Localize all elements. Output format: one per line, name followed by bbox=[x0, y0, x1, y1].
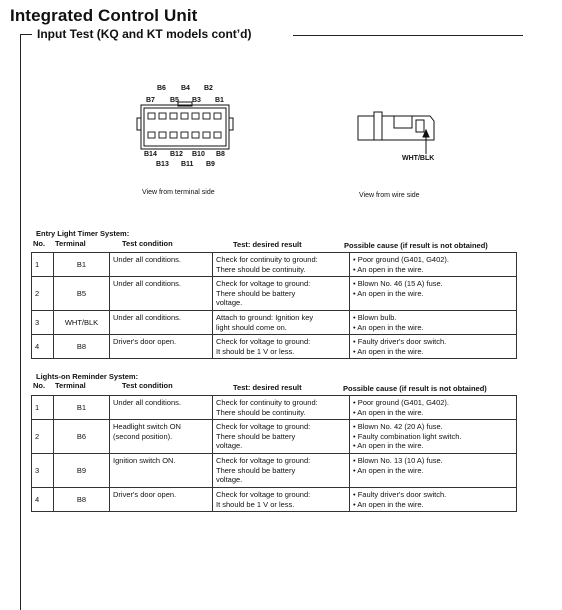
row-terminal: B1 bbox=[54, 253, 110, 277]
result-line: Check for voltage to ground: bbox=[216, 279, 311, 288]
result-line: light should come on. bbox=[216, 322, 287, 332]
result-line: There should be battery bbox=[216, 465, 296, 475]
row-cause bbox=[350, 488, 517, 512]
column-header-terminal: Terminal bbox=[55, 239, 86, 248]
row-cause bbox=[350, 277, 517, 311]
cause-line: • An open in the wire. bbox=[353, 465, 424, 475]
result-line: It should be 1 V or less. bbox=[216, 499, 295, 509]
result-line: Check for continuity to ground: bbox=[216, 255, 318, 264]
row-terminal: B9 bbox=[54, 454, 110, 488]
column-header-condition: Test condition bbox=[122, 381, 173, 390]
wire-label: WHT/BLK bbox=[402, 155, 435, 162]
row-result bbox=[213, 335, 350, 359]
terminal-label-bottom: B14 bbox=[144, 151, 157, 158]
row-terminal: B5 bbox=[54, 277, 110, 311]
result-line: voltage. bbox=[216, 298, 243, 307]
cause-line: • An open in the wire. bbox=[353, 264, 424, 274]
row-cause bbox=[350, 311, 517, 335]
row-terminal: B6 bbox=[54, 420, 110, 454]
terminal-label-top: B1 bbox=[215, 97, 224, 104]
row-condition bbox=[110, 454, 213, 488]
result-line: Check for voltage to ground: bbox=[216, 337, 311, 346]
column-header-result: Test: desired result bbox=[233, 383, 302, 392]
header-rule bbox=[293, 35, 523, 36]
cause-line: • An open in the wire. bbox=[353, 288, 424, 298]
row-terminal: B1 bbox=[54, 396, 110, 420]
left-margin-hook bbox=[20, 34, 32, 35]
lights-on-table bbox=[31, 395, 517, 512]
connector-terminal-side-diagram bbox=[130, 80, 240, 170]
cause-line: • Poor ground (G401, G402). bbox=[353, 255, 450, 264]
terminal-side-caption: View from terminal side bbox=[142, 189, 215, 196]
cause-line: • An open in the wire. bbox=[353, 499, 424, 509]
column-header-cause: Possible cause (if result is not obtained) bbox=[343, 384, 487, 393]
row-terminal: WHT/BLK bbox=[54, 311, 110, 335]
row-condition bbox=[110, 488, 213, 512]
row-condition bbox=[110, 420, 213, 454]
table-row bbox=[32, 488, 517, 512]
result-line: There should be battery bbox=[216, 431, 296, 441]
condition-line: Under all conditions. bbox=[113, 313, 181, 322]
column-header-no: No. bbox=[33, 239, 46, 248]
terminal-pins-top bbox=[148, 113, 221, 119]
terminal-bottom-labels bbox=[144, 151, 225, 168]
row-cause bbox=[350, 420, 517, 454]
cause-line: • Blown No. 46 (15 A) fuse. bbox=[353, 279, 443, 288]
row-terminal: B8 bbox=[54, 335, 110, 359]
condition-line: (second position). bbox=[113, 431, 173, 441]
result-line: voltage. bbox=[216, 475, 243, 484]
row-result bbox=[213, 396, 350, 420]
connector-body bbox=[137, 102, 233, 149]
left-margin-rule bbox=[20, 34, 21, 610]
row-cause bbox=[350, 454, 517, 488]
table-row bbox=[32, 335, 517, 359]
row-condition bbox=[110, 396, 213, 420]
page-title: Integrated Control Unit bbox=[10, 6, 198, 25]
row-result bbox=[213, 454, 350, 488]
condition-line: Under all conditions. bbox=[113, 398, 181, 407]
row-no: 3 bbox=[32, 311, 54, 335]
result-line: Check for voltage to ground: bbox=[216, 422, 311, 431]
condition-line: Driver's door open. bbox=[113, 490, 177, 499]
result-line: voltage. bbox=[216, 441, 243, 450]
row-cause bbox=[350, 335, 517, 359]
row-result bbox=[213, 488, 350, 512]
terminal-label-top: B4 bbox=[181, 85, 190, 92]
terminal-label-top: B6 bbox=[157, 85, 166, 92]
row-terminal: B8 bbox=[54, 488, 110, 512]
terminal-label-bottom: B8 bbox=[216, 151, 225, 158]
result-line: There should be continuity. bbox=[216, 264, 306, 274]
terminal-label-top: B3 bbox=[192, 97, 201, 104]
row-no: 4 bbox=[32, 335, 54, 359]
terminal-label-top: B2 bbox=[204, 85, 213, 92]
condition-line: Driver's door open. bbox=[113, 337, 177, 346]
cause-line: • Blown No. 13 (10 A) fuse. bbox=[353, 456, 443, 465]
row-no: 1 bbox=[32, 396, 54, 420]
result-line: Check for voltage to ground: bbox=[216, 456, 311, 465]
row-no: 2 bbox=[32, 277, 54, 311]
row-result bbox=[213, 311, 350, 335]
table-row bbox=[32, 311, 517, 335]
terminal-top-labels bbox=[146, 85, 224, 104]
cause-line: • Faulty driver's door switch. bbox=[353, 337, 447, 346]
cause-line: • An open in the wire. bbox=[353, 441, 424, 450]
cause-line: • Faulty combination light switch. bbox=[353, 431, 462, 441]
row-result bbox=[213, 420, 350, 454]
table-row bbox=[32, 253, 517, 277]
condition-line: Headlight switch ON bbox=[113, 422, 181, 431]
terminal-label-bottom: B12 bbox=[170, 151, 183, 158]
cause-line: • An open in the wire. bbox=[353, 346, 424, 356]
entry-light-section-title: Entry Light Timer System: bbox=[36, 229, 130, 238]
result-line: Check for continuity to ground: bbox=[216, 398, 318, 407]
row-condition bbox=[110, 253, 213, 277]
row-cause bbox=[350, 253, 517, 277]
lights-on-section-title: Lights-on Reminder System: bbox=[36, 372, 139, 381]
column-header-cause: Possible cause (if result is not obtained) bbox=[344, 241, 488, 250]
cause-line: • An open in the wire. bbox=[353, 322, 424, 332]
page-subtitle: Input Test (KQ and KT models cont’d) bbox=[37, 27, 252, 41]
table-row bbox=[32, 277, 517, 311]
terminal-label-top: B7 bbox=[146, 97, 155, 104]
wire-connector-slot bbox=[416, 120, 424, 132]
row-result bbox=[213, 277, 350, 311]
terminal-label-bottom: B10 bbox=[192, 151, 205, 158]
terminal-label-top: B5 bbox=[170, 97, 179, 104]
column-header-result: Test: desired result bbox=[233, 240, 302, 249]
row-no: 1 bbox=[32, 253, 54, 277]
condition-line: Ignition switch ON. bbox=[113, 456, 176, 465]
wire-arrow bbox=[423, 130, 429, 154]
row-condition bbox=[110, 335, 213, 359]
row-condition bbox=[110, 311, 213, 335]
row-result bbox=[213, 253, 350, 277]
result-line: Check for voltage to ground: bbox=[216, 490, 311, 499]
cause-line: • An open in the wire. bbox=[353, 407, 424, 417]
wire-connector-step bbox=[394, 116, 412, 128]
terminal-label-bottom: B13 bbox=[156, 161, 169, 168]
cause-line: • Faulty driver's door switch. bbox=[353, 490, 447, 499]
wire-connector-latch bbox=[374, 116, 382, 140]
condition-line: Under all conditions. bbox=[113, 255, 181, 264]
row-cause bbox=[350, 396, 517, 420]
cause-line: • Poor ground (G401, G402). bbox=[353, 398, 450, 407]
wire-side-caption: View from wire side bbox=[359, 192, 420, 199]
entry-light-table bbox=[31, 252, 517, 359]
result-line: There should be continuity. bbox=[216, 407, 306, 417]
wire-connector-outline bbox=[358, 112, 434, 140]
table-row bbox=[32, 454, 517, 488]
column-header-no: No. bbox=[33, 381, 46, 390]
terminal-label-bottom: B11 bbox=[181, 161, 194, 168]
column-header-condition: Test condition bbox=[122, 239, 173, 248]
column-header-terminal: Terminal bbox=[55, 381, 86, 390]
table-row bbox=[32, 396, 517, 420]
table-row bbox=[32, 420, 517, 454]
terminal-pins-bottom bbox=[148, 132, 221, 138]
result-line: There should be battery bbox=[216, 288, 296, 298]
row-condition bbox=[110, 277, 213, 311]
result-line: It should be 1 V or less. bbox=[216, 346, 295, 356]
terminal-label-bottom: B9 bbox=[206, 161, 215, 168]
row-no: 4 bbox=[32, 488, 54, 512]
row-no: 3 bbox=[32, 454, 54, 488]
cause-line: • Blown bulb. bbox=[353, 313, 397, 322]
row-no: 2 bbox=[32, 420, 54, 454]
result-line: Attach to ground: Ignition key bbox=[216, 313, 314, 322]
condition-line: Under all conditions. bbox=[113, 279, 181, 288]
cause-line: • Blown No. 42 (20 A) fuse. bbox=[353, 422, 443, 431]
